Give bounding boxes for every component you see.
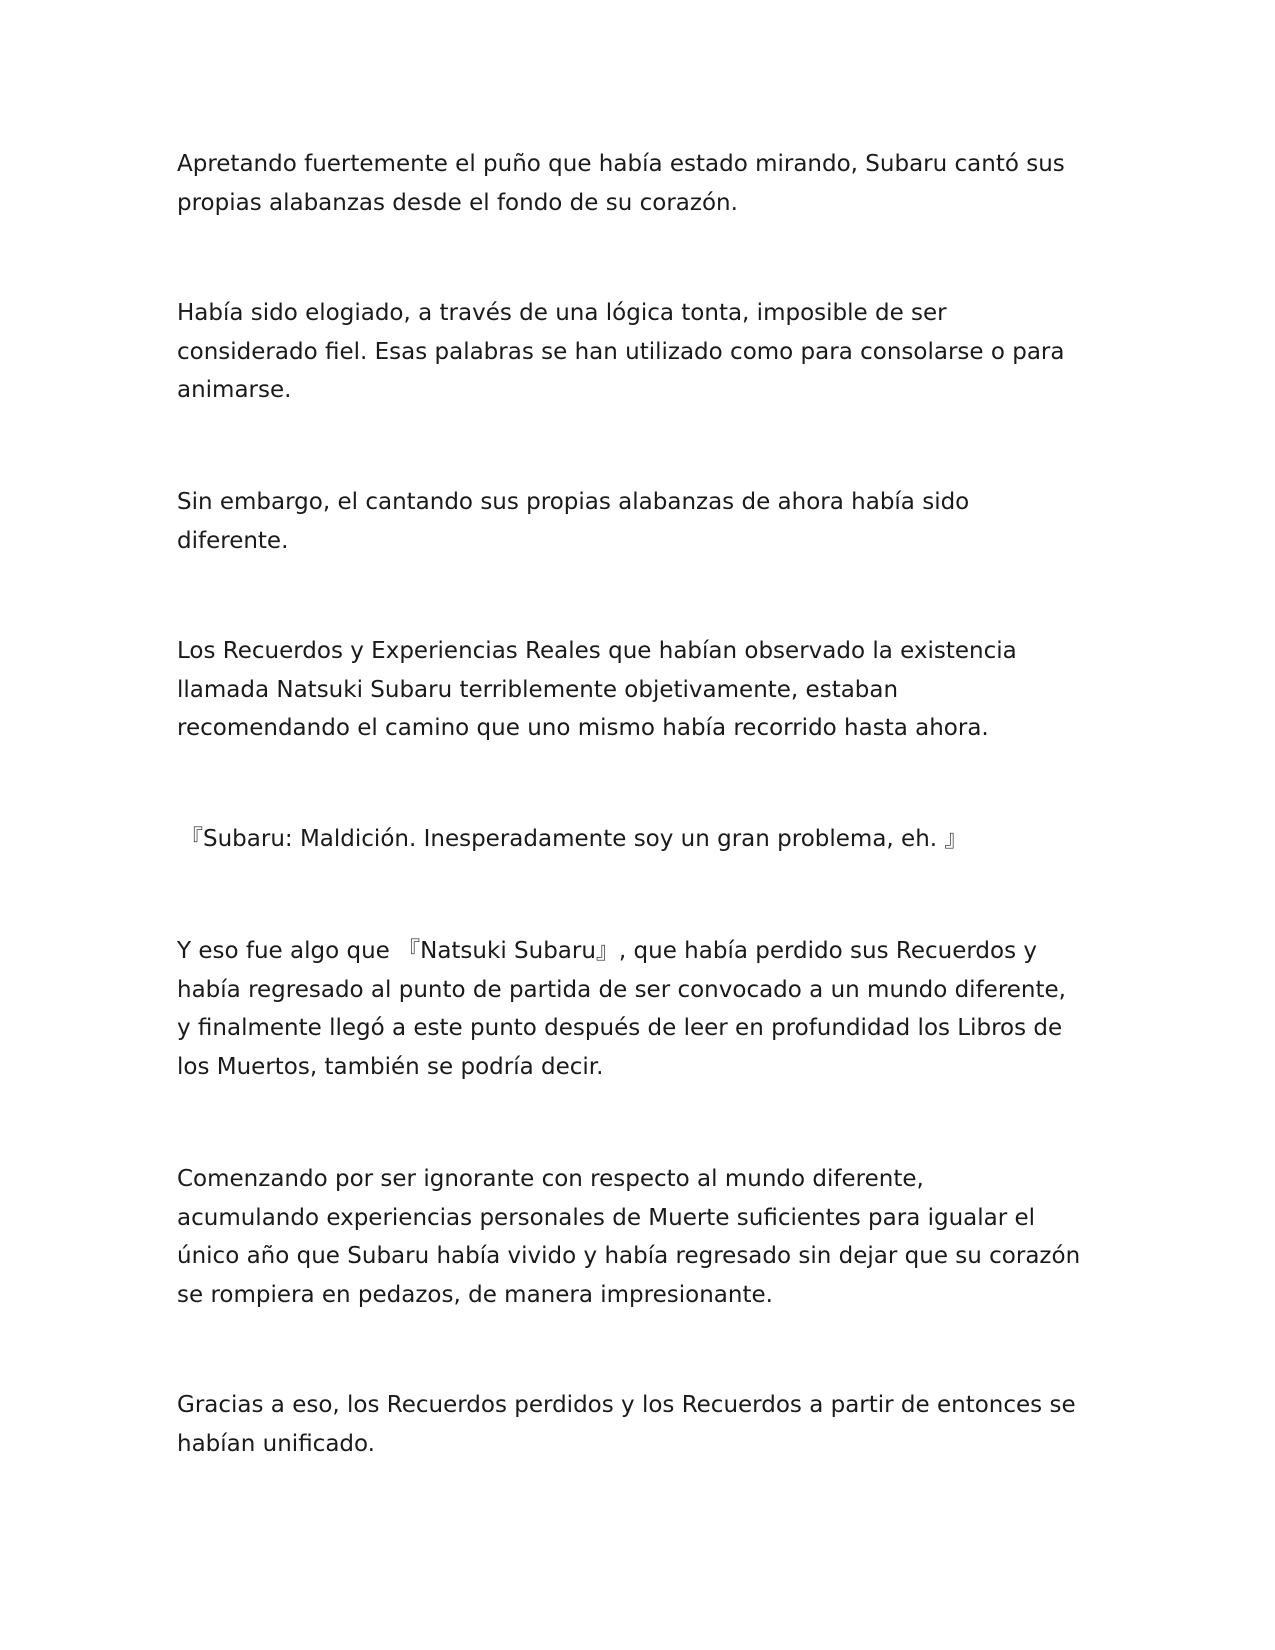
text-line: Apretando fuertemente el puño que había estado mirando, Subaru cantó sus [177,151,1065,177]
text-line: Había sido elogiado, a través de una lógica tonta, imposible de ser [177,300,947,326]
text-line: y finalmente llegó a este punto después de leer en profundidad los Libros de [177,1015,1063,1041]
paragraph-6 [177,932,1122,1086]
text-line: había regresado al punto de partida de ser convocado a un mundo diferente, [177,976,1066,1003]
text-line: acumulando experiencias personales de Muerte suficientes para igualar el [177,1204,1036,1231]
text-line: se rompiera en pedazos, de manera impresionante. [177,1281,773,1308]
paragraph-2 [177,294,1122,410]
text-line: Y eso fue algo que 『Natsuki Subaru』, que había perdido sus Recuerdos y [177,938,1037,964]
text-line: recomendando el camino que uno mismo había recorrido hasta ahora. [177,715,989,741]
text-line: propias alabanzas desde el fondo de su corazón. [177,189,738,216]
text-line: Los Recuerdos y Experiencias Reales que habían observado la existencia [177,638,1017,664]
text-line: habían unificado. [177,1430,375,1457]
text-line: llamada Natsuki Subaru terriblemente objetivamente, estaban [177,676,899,703]
paragraph-7 [177,1160,1122,1314]
text-line: 『Subaru: Maldición. Inesperadamente soy un gran problema, eh. 』 [180,826,968,852]
dialogue-quote [180,820,1125,859]
paragraph-8 [177,1386,1122,1463]
paragraph-1 [177,145,1122,222]
text-line: Gracias a eso, los Recuerdos perdidos y los Recuerdos a partir de entonces se [177,1392,1076,1418]
text-line: considerado fiel. Esas palabras se han utilizado como para consolarse o para [177,338,1065,365]
text-line: Sin embargo, el cantando sus propias alabanzas de ahora había sido [177,489,970,515]
paragraph-4 [177,632,1122,748]
text-line: diferente. [177,527,289,554]
text-line: los Muertos, también se podría decir. [177,1053,604,1080]
text-line: Comenzando por ser ignorante con respecto al mundo diferente, [177,1166,924,1192]
paragraph-3 [177,483,1122,560]
text-line: animarse. [177,377,292,403]
text-line: único año que Subaru había vivido y había regresado sin dejar que su corazón [177,1243,1081,1269]
